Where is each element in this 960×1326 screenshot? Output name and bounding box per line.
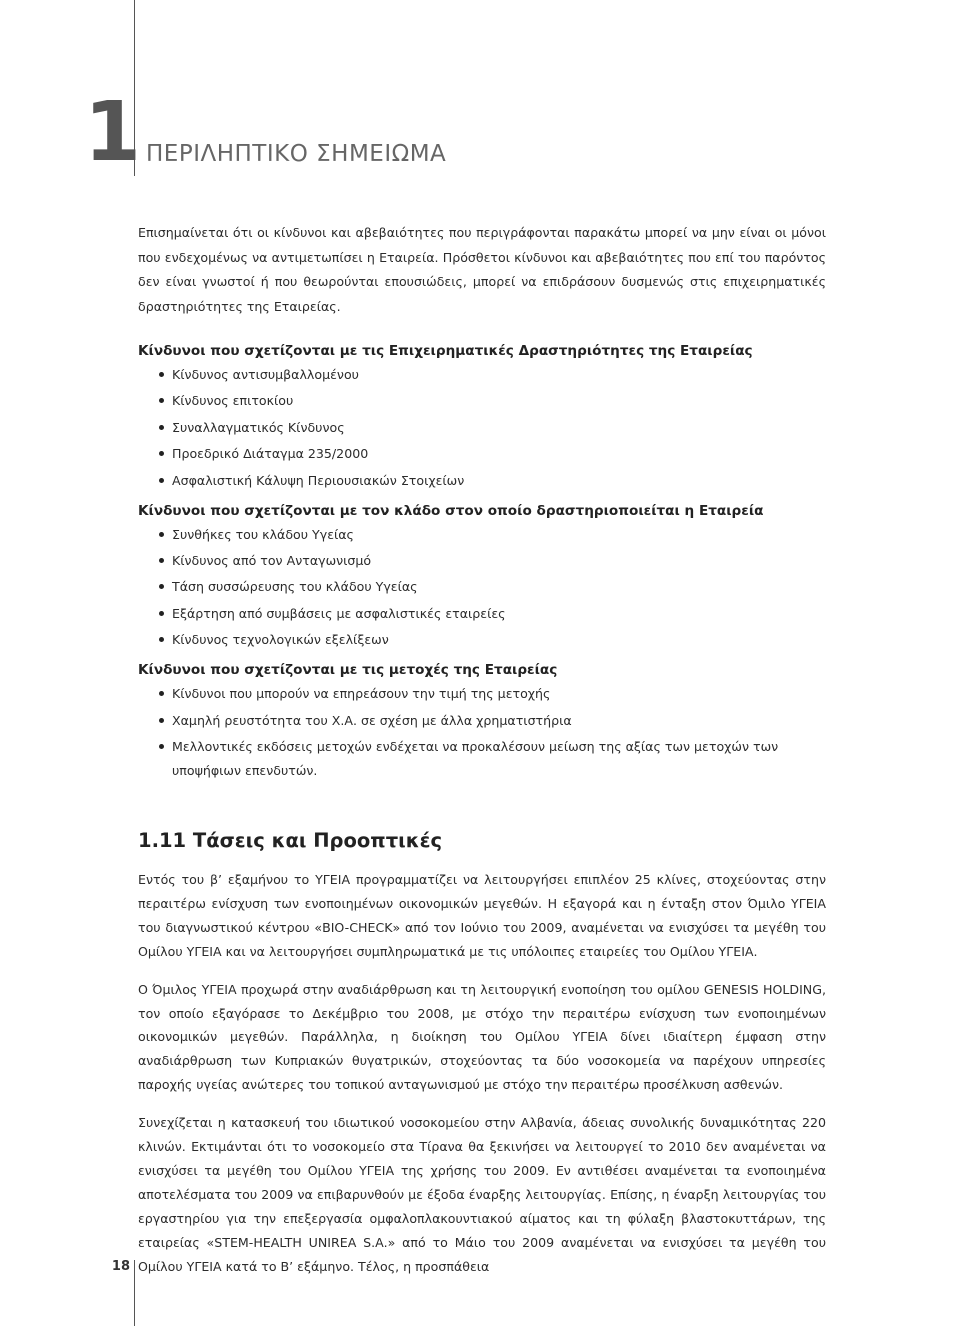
list-item-text: Χαμηλή ρευστότητα του Χ.Α. σε σχέση με άλλα χρηματιστήρια [172, 712, 572, 728]
page-number: 18 [111, 1259, 130, 1274]
bullet-icon [159, 584, 164, 589]
risk-sections [138, 339, 826, 785]
bullet-icon [159, 691, 164, 696]
list-item [138, 735, 826, 783]
list-item-text: Κίνδυνος από τον Ανταγωνισμό [172, 552, 372, 568]
list-item-text: Εξάρτηση από συμβάσεις με ασφαλιστικές εταιρείες [172, 605, 506, 621]
subsection-title: 1.11 Τάσεις και Προοπτικές [138, 829, 443, 852]
risk-list [138, 523, 826, 653]
list-item [138, 709, 826, 733]
bottom-vertical-rule [134, 1260, 135, 1326]
risk-list [138, 682, 826, 783]
list-item-text: Κίνδυνοι που μπορούν να επηρεάσουν την τιμή της μετοχής [172, 686, 551, 702]
list-item [138, 416, 826, 440]
bullet-icon [159, 451, 164, 456]
body-paragraph: Συνεχίζεται η κατασκευή του ιδιωτικού νοσοκομείου στην Αλβανία, άδειας συνολικής δυναμικότητας 220 κλινών. Εκτιμάνται ότι το νοσοκομείο στα Τίρανα θα ξεκινήσει να λειτουργεί το 2010 δεν αναμένεται να ενισχύσει τα μεγέθη του Ομίλου ΥΓΕΙΑ της χρήσης του 2009. Εν αντιθέσει αναμένεται τα ενοποιημένα αποτελέσματα του 2009 να επιβαρυνθούν με έξοδα έναρξης λειτουργίας. Επίσης, η έναρξη λειτουργίας του εργαστηρίου για την επεξεργασία ομφαλοπλακουντιακού αίματος και τη φύλαξη βλαστοκυττάρων, της εταιρείας «STEM-HEALTH UNIREA S.A.» από το Μάιο του 2009 αναμένεται να ενισχύσει τα μεγέθη του Ομίλου ΥΓΕΙΑ κατά το Β’ εξάμηνο. Τέλος, η προσπάθεια [138, 1115, 826, 1274]
bullet-icon [159, 532, 164, 537]
bullet-icon [159, 425, 164, 430]
bullet-icon [159, 611, 164, 616]
intro-paragraph: Επισημαίνεται ότι οι κίνδυνοι και αβεβαιότητες που περιγράφονται παρακάτω μπορεί να μην είναι οι μόνοι που ενδεχομένως να αντιμετωπίσει η Εταιρεία. Πρόσθετοι κίνδυνοι και αβεβαιότητες που επί του παρόντος δεν είναι γνωστοί ή που θεωρούνται επουσιώδεις, μπορεί να επιδράσουν δυσμενώς στις επιχειρηματικές δραστηριότητες της Εταιρείας. [138, 225, 826, 314]
list-item [138, 363, 826, 387]
list-item [138, 682, 826, 706]
list-item-text: Κίνδυνος τεχνολογικών εξελίξεων [172, 632, 389, 648]
bullet-icon [159, 718, 164, 723]
bullet-icon [159, 398, 164, 403]
list-item [138, 523, 826, 547]
section-heading: Κίνδυνοι που σχετίζονται με τις Επιχειρηματικές Δραστηριότητες της Εταιρείας [138, 343, 753, 359]
list-item-text: Κίνδυνος αντισυμβαλλομένου [172, 367, 359, 382]
list-item [138, 575, 826, 599]
section-heading: Κίνδυνοι που σχετίζονται με τις μετοχές της Εταιρείας [138, 662, 558, 679]
bullet-icon [159, 478, 164, 483]
list-item [138, 628, 826, 652]
list-item [138, 602, 826, 626]
risk-list [138, 363, 826, 493]
list-item [138, 389, 826, 413]
bullet-icon [159, 558, 164, 563]
list-item-text: Συναλλαγματικός Κίνδυνος [172, 419, 345, 435]
list-item-text: Τάση συσσώρευσης του κλάδου Υγείας [172, 579, 418, 595]
list-item [138, 469, 826, 493]
list-item [138, 549, 826, 573]
bullet-icon [159, 372, 164, 377]
list-item-text: Συνθήκες του κλάδου Υγείας [172, 526, 354, 542]
body-paragraph: Εντός του β’ εξαμήνου το ΥΓΕΙΑ προγραμματίζει να λειτουργήσει επιπλέον 25 κλίνες, στοχεύοντας στην περαιτέρω ενίσχυση των ενοποιημένων οικονομικών μεγεθών. Η εξαγορά και η ένταξη στον Όμιλο ΥΓΕΙΑ του διαγνωστικού κέντρου «BIO-CHECK» από τον Ιούνιο του 2009, αναμένεται να ενισχύσει τα μεγέθη του Ομίλου ΥΓΕΙΑ και να λειτουργήσει συμπληρωματικά με τις υπόλοιπες εταιρείες του Ομίλου ΥΓΕΙΑ. [138, 872, 826, 959]
list-item-text: Ασφαλιστική Κάλυψη Περιουσιακών Στοιχείων [172, 472, 465, 488]
subsection-body [138, 868, 826, 1293]
body-paragraph: Ο Όμιλος ΥΓΕΙΑ προχωρά στην αναδιάρθρωση και τη λειτουργική ενοποίηση του ομίλου GENESIS HOLDING, τον οποίο εξαγόρασε το Δεκέμβριο του 2008, με στόχο την περαιτέρω ενίσχυση των ενοποιημένων οικονομικών μεγεθών. Παράλληλα, η διοίκηση του Ομίλου ΥΓΕΙΑ δίνει ιδιαίτερη έμφαση στην αναδιάρθρωση των Κυπριακών θυγατρικών, στοχεύοντας τα δύο νοσοκομεία να παρέχουν υπηρεσίες παροχής υγείας ανώτερες του τοπικού ανταγωνισμού με στόχο την περαιτέρω προσέλκυση ασθενών. [138, 981, 826, 1093]
chapter-title: ΠΕΡΙΛΗΠΤΙΚΟ ΣΗΜΕΙΩΜΑ [146, 141, 447, 167]
list-item-text: Κίνδυνος επιτοκίου [172, 393, 294, 409]
bullet-icon [159, 744, 164, 749]
list-item-text: Μελλοντικές εκδόσεις μετοχών ενδέχεται να προκαλέσουν μείωση της αξίας των μετοχών των υποψήφιων επενδυτών. [172, 738, 779, 778]
section-heading: Κίνδυνοι που σχετίζονται με τον κλάδο στον οποίο δραστηριοποιείται η Εταιρεία [138, 502, 764, 519]
bullet-icon [159, 637, 164, 642]
list-item [138, 442, 826, 466]
chapter-number: 1 [84, 85, 138, 180]
list-item-text: Προεδρικό Διάταγμα 235/2000 [172, 446, 369, 462]
